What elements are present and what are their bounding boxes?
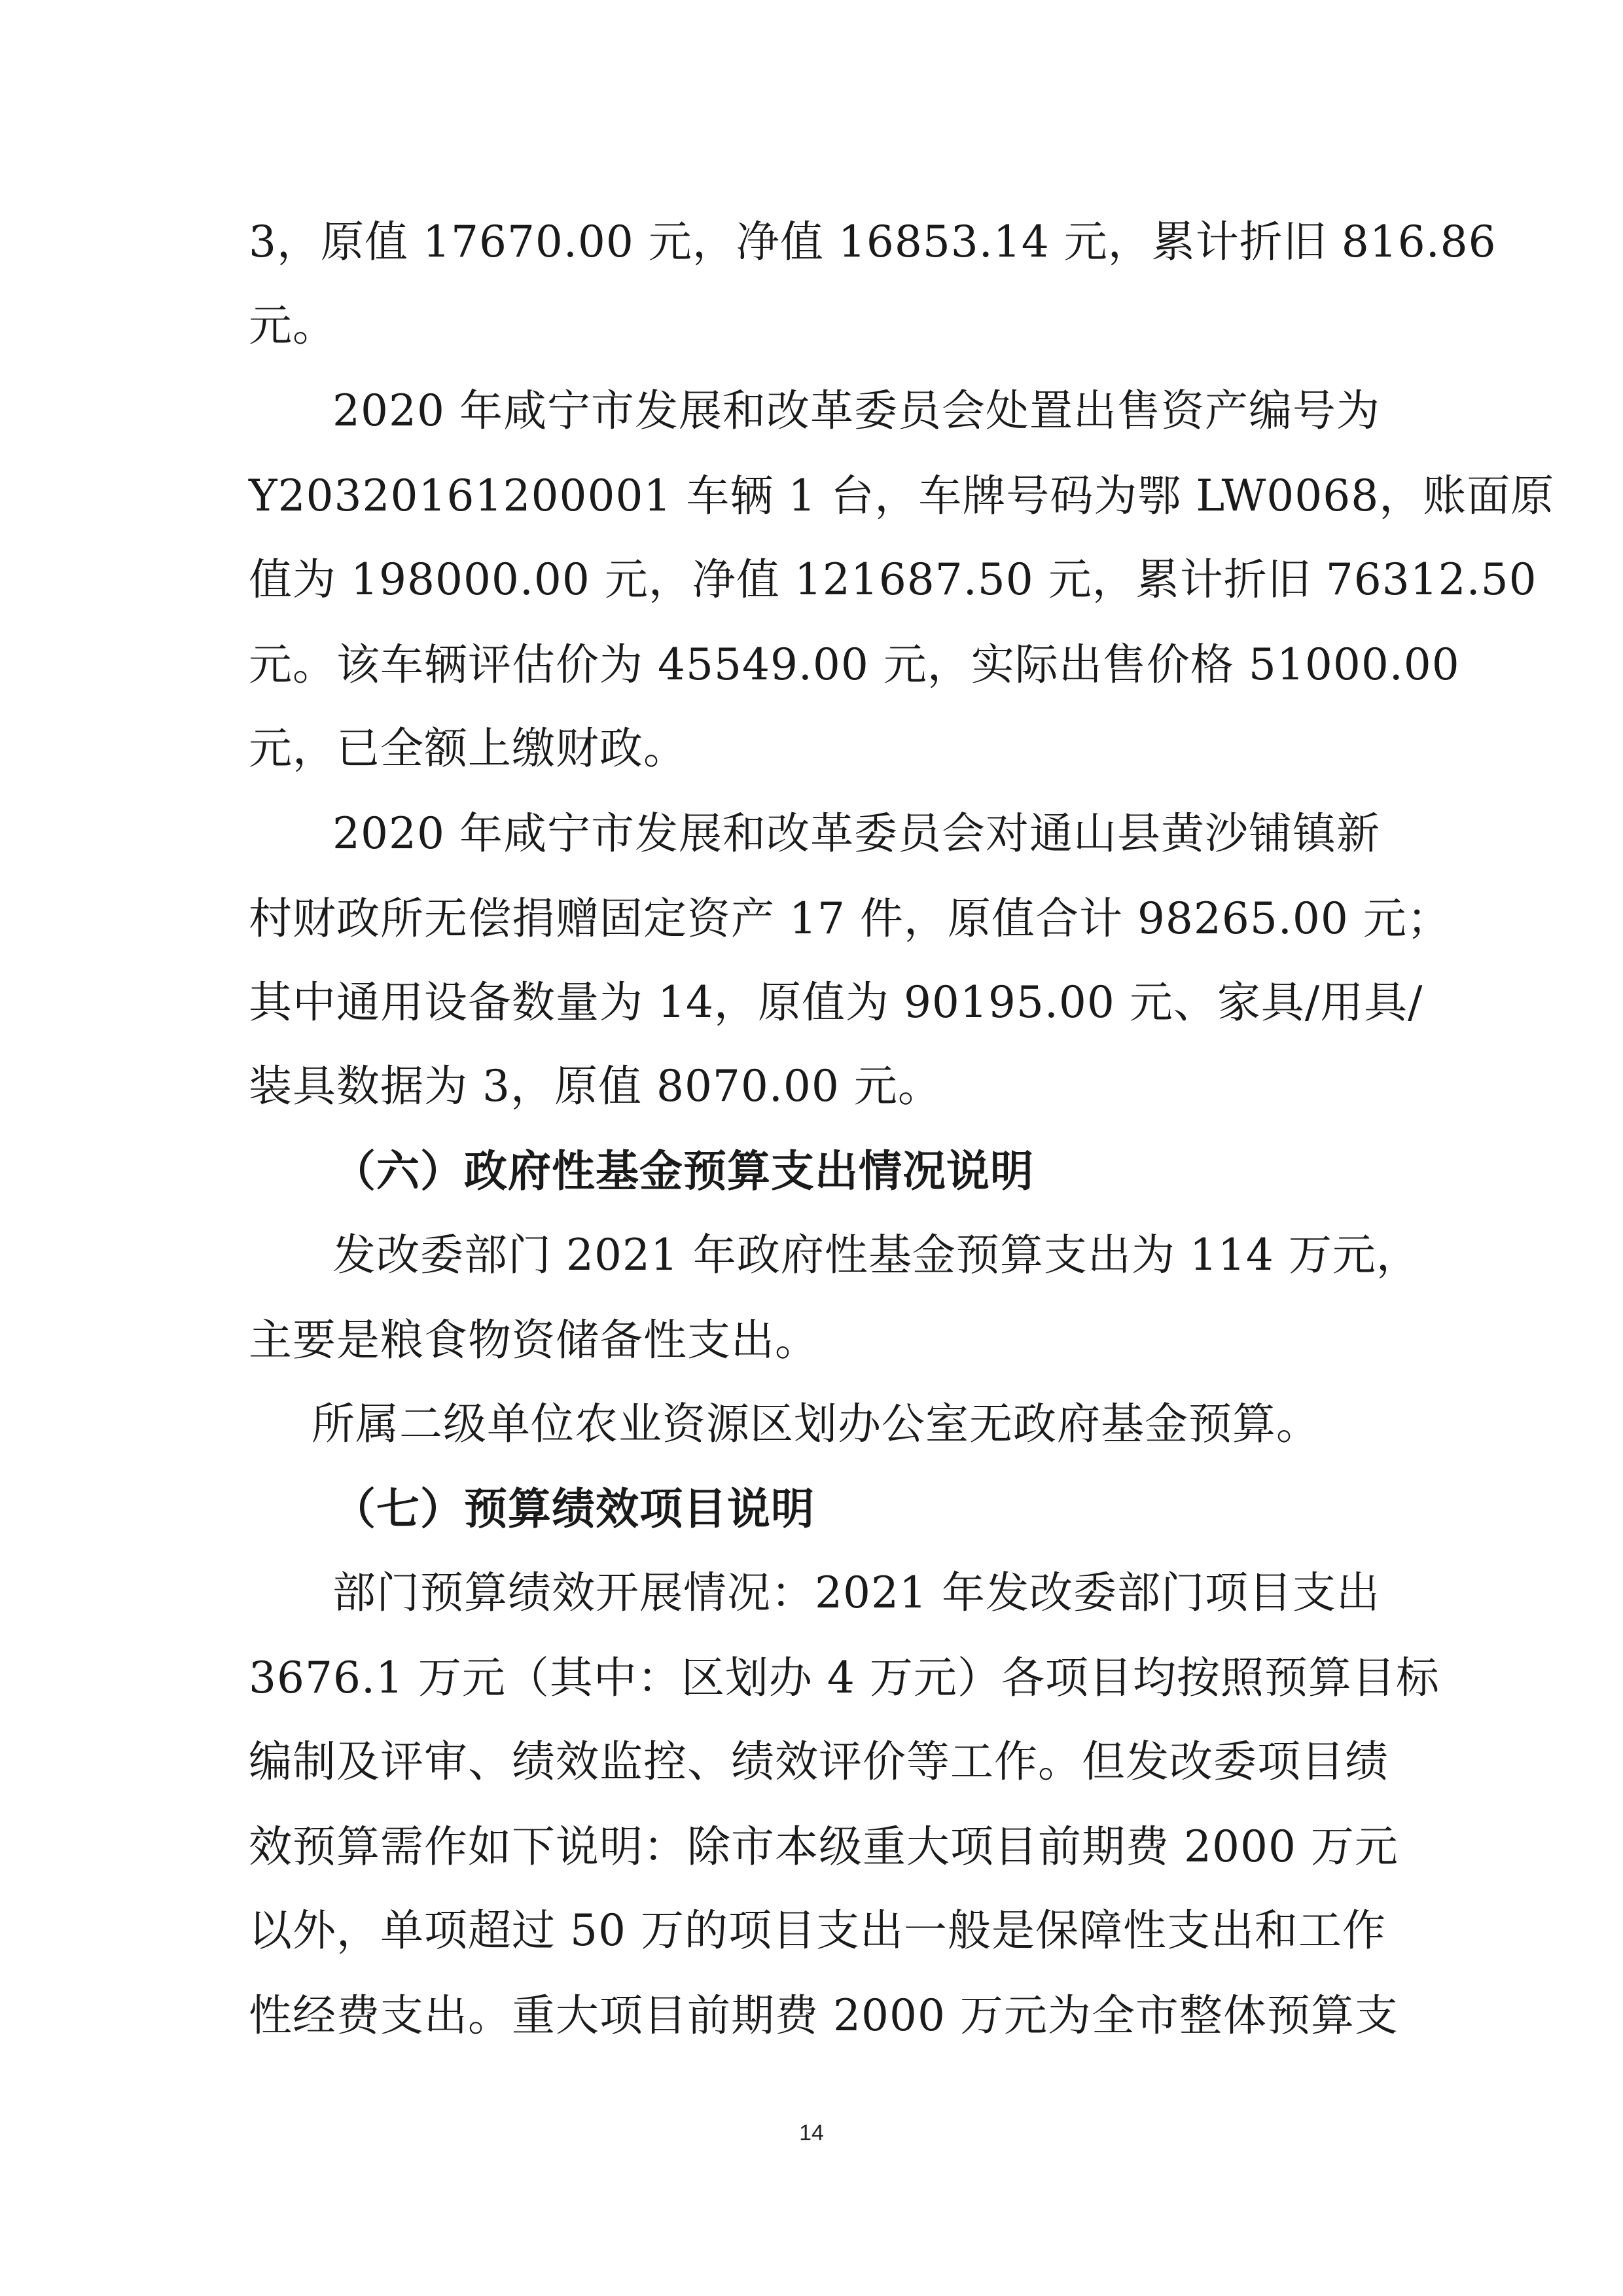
paragraph-line: 发改委部门 2021 年政府性基金预算支出为 114 万元， — [332, 1230, 1420, 1280]
paragraph-line: 主要是粮食物资储备性支出。 — [249, 1315, 819, 1365]
paragraph-line: 村财政所无偿捐赠固定资产 17 件，原值合计 98265.00 元； — [249, 893, 1451, 944]
paragraph-line: 所属二级单位农业资源区划办公室无政府基金预算。 — [312, 1399, 1320, 1449]
paragraph-line: 部门预算绩效开展情况：2021 年发改委部门项目支出 — [332, 1568, 1380, 1618]
paragraph-line: 元，已全额上缴财政。 — [249, 723, 687, 774]
page-number: 14 — [799, 2121, 824, 2145]
paragraph-line: 效预算需作如下说明：除市本级重大项目前期费 2000 万元 — [249, 1821, 1399, 1872]
paragraph-line: 2020 年咸宁市发展和改革委员会处置出售资产编号为 — [332, 386, 1380, 436]
paragraph-line: 值为 198000.00 元，净值 121687.50 元，累计折旧 76312.50 — [249, 554, 1537, 605]
paragraph-line: 编制及评审、绩效监控、绩效评价等工作。但发改委项目绩 — [249, 1736, 1389, 1787]
paragraph-line: 3676.1 万元（其中：区划办 4 万元）各项目均按照预算目标 — [249, 1653, 1440, 1703]
section-heading-six: （六）政府性基金预算支出情况说明 — [332, 1146, 1034, 1196]
section-heading-seven: （七）预算绩效项目说明 — [332, 1484, 815, 1534]
paragraph-line: 元。 — [249, 300, 336, 351]
paragraph-line: 装具数据为 3，原值 8070.00 元。 — [249, 1061, 942, 1111]
paragraph-line: 性经费支出。重大项目前期费 2000 万元为全市整体预算支 — [249, 1990, 1399, 2041]
paragraph-line: 其中通用设备数量为 14，原值为 90195.00 元、家具/用具/ — [249, 977, 1423, 1028]
paragraph-line: 2020 年咸宁市发展和改革委员会对通山县黄沙铺镇新 — [332, 808, 1380, 859]
paragraph-line: 以外，单项超过 50 万的项目支出一般是保障性支出和工作 — [249, 1905, 1386, 1956]
paragraph-line: Y20320161200001 车辆 1 台，车牌号码为鄂 LW0068，账面原 — [249, 471, 1555, 521]
paragraph-line: 3，原值 17670.00 元，净值 16853.14 元，累计折旧 816.86 — [249, 217, 1497, 267]
paragraph-line: 元。该车辆评估价为 45549.00 元，实际出售价格 51000.00 — [249, 639, 1460, 690]
